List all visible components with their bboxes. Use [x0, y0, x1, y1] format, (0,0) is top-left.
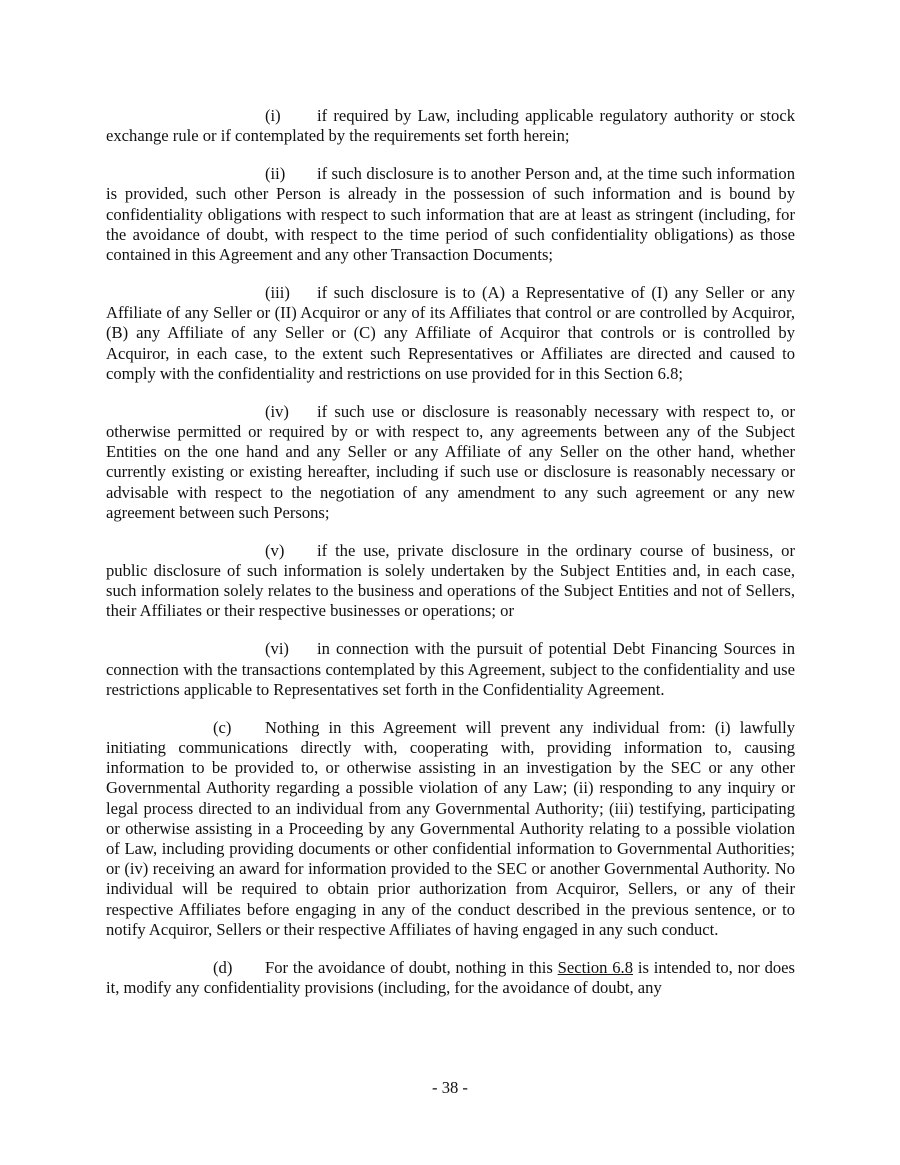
section-reference-link: Section 6.8 [557, 957, 633, 977]
clause-number: (iii) [265, 283, 290, 303]
clause-number: (v) [265, 540, 285, 560]
clause-iv [106, 402, 795, 523]
clause-number: (vi) [265, 639, 289, 659]
clause-text: if such disclosure is to another Person and, at the time such information is provided, such other Person is already in the possession of such information and is bound by confidentiality obligations with respect to such information that are at least as stringent (including, for the avoidance of doubt, with respect to the time period of such confidentiality obligations) as those contained in this Agreement and any other Transaction Documents; [106, 164, 795, 265]
clause-text: if such disclosure is to (A) a Representative of (I) any Seller or any Affiliate of any Seller or (II) Acquiror or any of its Affiliates that control or are controlled by Acquiror, (B) any Affiliate of any Seller or (C) any Affiliate of Acquiror that controls or is controlled by Acquiror, in each case, to the extent such Representatives or Affiliates are directed and caused to comply with the confidentiality and restrictions on use provided for in this Section 6.8; [106, 283, 795, 383]
clause-iii [106, 283, 795, 384]
section-text-after: is intended to, nor does it, modify any confidentiality provisions (including, for the avoidance of doubt, any [106, 957, 795, 998]
clause-text: if the use, private disclosure in the ordinary course of business, or public disclosure of such information is solely undertaken by the Subject Entities and, in each case, such information solely relates to the business and operations of the Subject Entities and not of Sellers, their Affiliates or their respective businesses or operations; or [106, 540, 795, 621]
clause-vi [106, 639, 795, 700]
clause-number: (ii) [265, 164, 286, 184]
section-text: Nothing in this Agreement will prevent any individual from: (i) lawfully initiating communications directly with, cooperating with, providing information to, causing information to be provided to, or otherwise assisting in an investigation by the SEC or any other Governmental Authority regarding a possible violation of any Law; (ii) responding to any inquiry or legal process directed to an individual from any Governmental Authority; (iii) testifying, participating or otherwise assisting in a Proceeding by any Governmental Authority relating to a possible violation of Law, including providing documents or other confidential information to Governmental Authorities; or (iv) receiving an award for information provided to the SEC or another Governmental Authority. No individual will be required to obtain prior authorization from Acquiror, Sellers, or any of their respective Affiliates before engaging in any of the conduct described in the previous sentence, or to notify Acquiror, Sellers or their respective Affiliates of having engaged in any such conduct. [106, 717, 795, 939]
clause-ii [106, 164, 795, 265]
clause-number: (iv) [265, 401, 289, 421]
section-number: (d) [213, 957, 233, 977]
clause-i [106, 106, 795, 146]
section-text-before: For the avoidance of doubt, nothing in this [265, 957, 558, 977]
clause-text: if such use or disclosure is reasonably necessary with respect to, or otherwise permitted or required by or with respect to, any agreements between any of the Subject Entities on the one hand and any Seller or any Affiliate of any Seller on the other hand, whether currently existing or existing hereafter, including if such use or disclosure is reasonably necessary or advisable with respect to the negotiation of any amendment to any such agreement or any new agreement between such Persons; [106, 401, 795, 522]
clause-text: if required by Law, including applicable regulatory authority or stock exchange rule or if contemplated by the requirements set forth herein; [106, 106, 795, 146]
clause-text: in connection with the pursuit of potential Debt Financing Sources in connection with the transactions contemplated by this Agreement, subject to the confidentiality and use restrictions applicable to Representatives set forth in the Confidentiality Agreement. [106, 639, 795, 699]
page-number: - 38 - [432, 1078, 468, 1097]
document-page [106, 106, 795, 1016]
section-number: (c) [213, 717, 232, 737]
section-c [106, 718, 795, 940]
section-d [106, 958, 795, 998]
clause-v [106, 541, 795, 622]
clause-number: (i) [265, 106, 281, 125]
